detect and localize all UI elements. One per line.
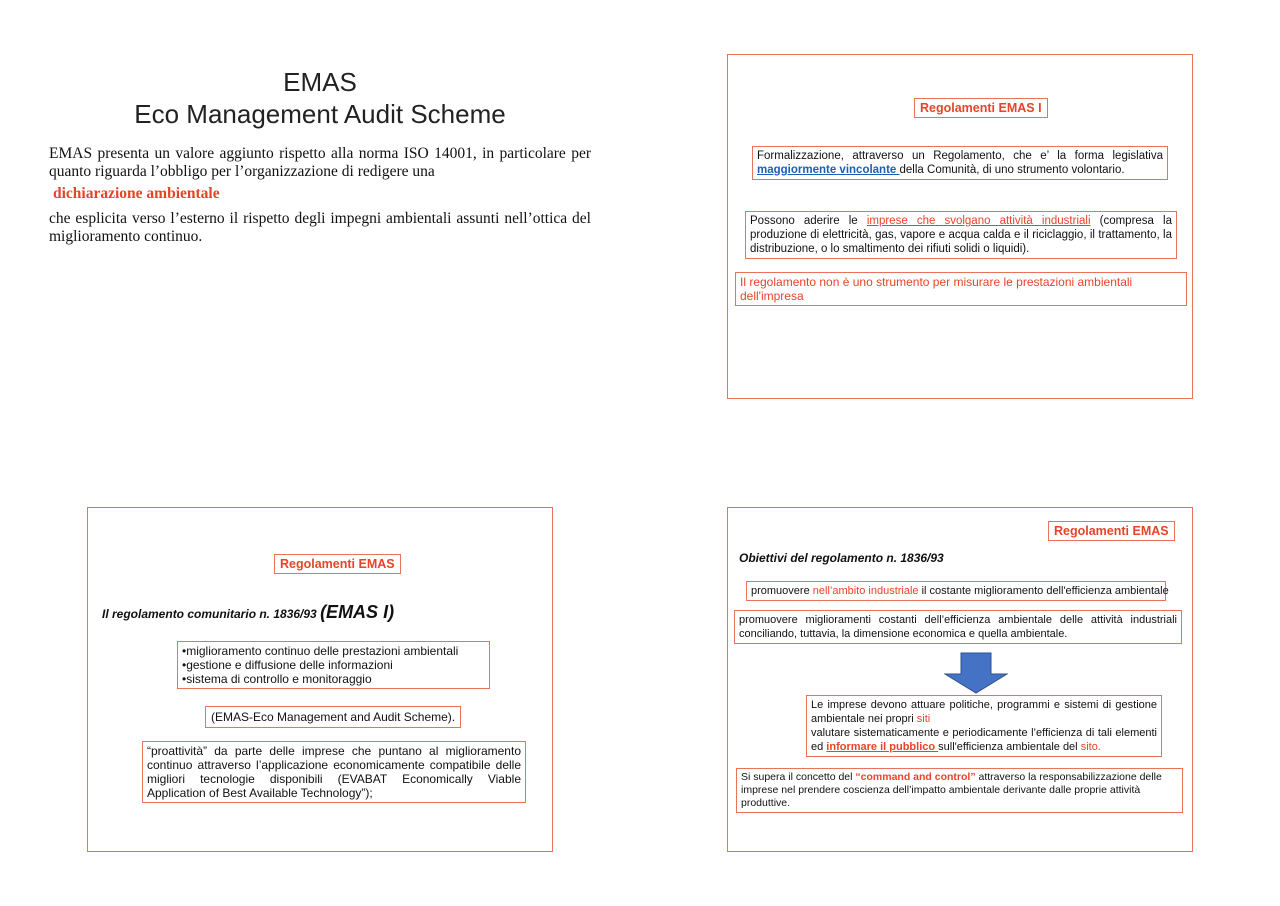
box4-text: Si supera il concetto del xyxy=(741,771,856,783)
box3-sito: sito. xyxy=(1080,741,1101,753)
title-line-2: Eco Management Audit Scheme xyxy=(134,99,506,129)
intro-paragraph xyxy=(49,145,591,181)
bullet-item: •gestione e diffusione delle informazioni xyxy=(182,658,393,672)
obiettivi-subtitle: Obiettivi del regolamento n. 1836/93 xyxy=(739,551,944,565)
box2-text-end: (compresa la produzione di elettricità, gas, vapore e acqua calda e il riciclaggio, il trattamento, la distribuzione, o lo smaltimento dei rifiuti solidi o liquidi). xyxy=(750,215,1172,255)
box2-text: Possono aderire le xyxy=(750,215,867,227)
dichiarazione-highlight: dichiarazione ambientale xyxy=(53,185,220,202)
subtitle-emas: (EMAS I) xyxy=(320,602,395,622)
intro-paragraph-2 xyxy=(49,210,591,246)
title-line-1: EMAS xyxy=(283,67,357,97)
bullet-item: •miglioramento continuo delle prestazioni ambientali xyxy=(182,644,459,658)
slide-regolamenti-emas-i xyxy=(727,54,1193,399)
slide-emas-intro xyxy=(40,60,600,400)
bullets-box xyxy=(177,641,490,689)
bullet-item: •sistema di controllo e monitoraggio xyxy=(182,672,372,686)
slide-regolamenti-emas xyxy=(87,507,553,852)
subtitle-text: Il regolamento comunitario n. 1836/93 xyxy=(102,607,321,621)
slide-heading: Regolamenti EMAS I xyxy=(914,98,1048,118)
slide-heading: Regolamenti EMAS xyxy=(1048,521,1175,541)
box1-text-end: il costante miglioramento dell'efficienza ambientale xyxy=(918,585,1169,597)
box4-red: “command and control” xyxy=(855,771,976,783)
informare-link[interactable]: informare il pubblico xyxy=(826,741,939,753)
slide-title xyxy=(40,66,600,130)
box3-text-2: valutare sistematicamente e periodicamente l’efficienza di tali elementi ed xyxy=(811,727,1157,753)
box3-text: Le imprese devono attuare politiche, programmi e sistemi di gestione ambientale nei propri xyxy=(811,699,1157,725)
box3-siti: siti xyxy=(916,713,931,725)
regolamento-subtitle xyxy=(102,602,394,623)
command-control-box xyxy=(736,768,1183,813)
imprese-link[interactable]: imprese che svolgano attività industriali xyxy=(866,215,1091,227)
box4-text-end: attraverso la responsabilizzazione delle imprese nel prendere coscienza dell’impatto ambientale derivante dalle proprie attività produttive. xyxy=(741,771,1162,809)
non-strumento-box: Il regolamento non è uno strumento per misurare le prestazioni ambientali dell'impresa xyxy=(735,272,1187,306)
box1-red: nell’ambito industriale xyxy=(812,585,919,597)
intro-text-2: che esplicita verso l’esterno il rispetto degli impegni ambientali assunti nell’ottica del miglioramento continuo. xyxy=(49,210,591,245)
box1-text-end: della Comunità, di uno strumento volontario. xyxy=(899,164,1125,176)
acronym-box: (EMAS-Eco Management and Audit Scheme). xyxy=(205,706,461,728)
formalizzazione-box xyxy=(752,146,1168,180)
promuovere-box-1 xyxy=(746,581,1169,601)
aderire-box xyxy=(745,211,1177,259)
slide-obiettivi xyxy=(727,507,1193,852)
proattivita-box: “proattività” da parte delle imprese che puntano al miglioramento continuo attraverso l’applicazione economicamente compatibile delle migliori tecnologie disponibili (EVABAT Economically Viable Application of Best Available Technology”); xyxy=(142,741,526,803)
promuovere-box-2: promuovere miglioramenti costanti dell’efficienza ambientale delle attività industriali conciliando, tuttavia, la dimensione economica e quella ambientale. xyxy=(734,610,1182,644)
box1-text: promuovere xyxy=(751,585,813,597)
imprese-box xyxy=(806,695,1162,757)
intro-text-1: EMAS presenta un valore aggiunto rispetto alla norma ISO 14001, in particolare per quanto riguarda l’obbligo per l’organizzazione di redigere una xyxy=(49,145,591,180)
box1-text: Formalizzazione, attraverso un Regolamento, che e’ la forma legislativa xyxy=(757,150,1163,162)
slide-heading: Regolamenti EMAS xyxy=(274,554,401,574)
vincolante-link[interactable]: maggiormente vincolante xyxy=(757,164,900,176)
box3-text-3: sull'efficienza ambientale del xyxy=(938,741,1081,753)
down-arrow-icon xyxy=(944,652,1008,694)
